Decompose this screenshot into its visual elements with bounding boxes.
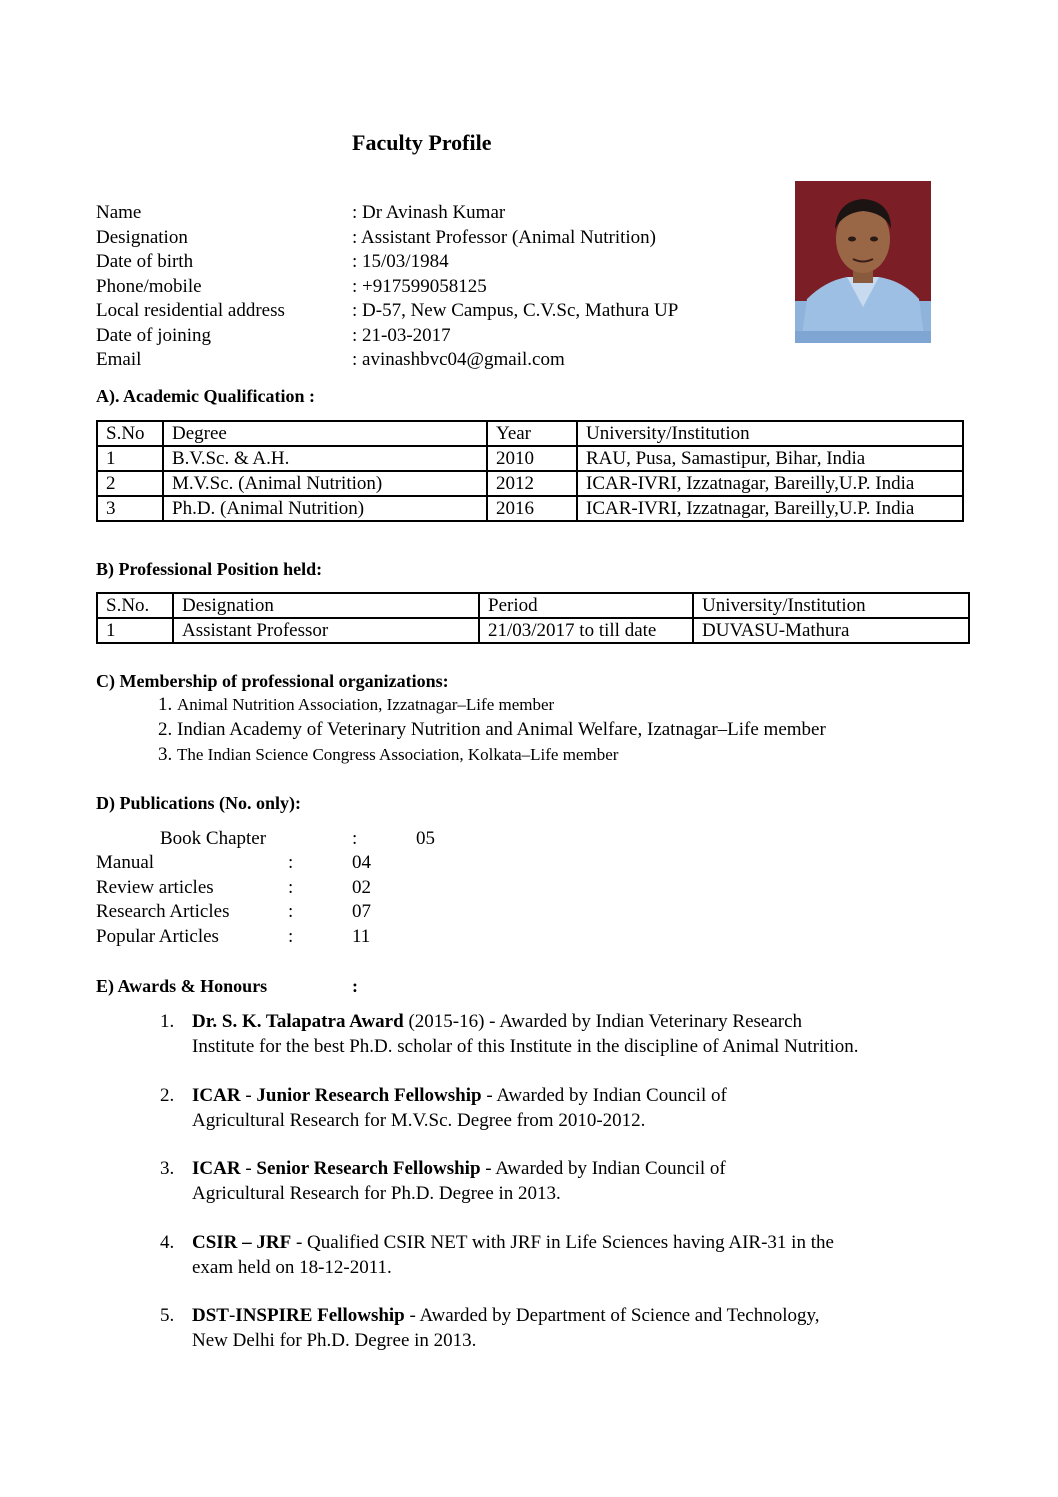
award-title-sep: - bbox=[240, 1085, 257, 1106]
award-title: Junior Research Fellowship bbox=[256, 1085, 482, 1106]
award-title-sep: - bbox=[228, 1305, 236, 1326]
positions-heading: B) Professional Position held: bbox=[96, 559, 323, 579]
pub-value: 11 bbox=[352, 926, 371, 947]
list-item bbox=[158, 744, 618, 766]
pub-label: Review articles bbox=[96, 877, 214, 898]
pub-value: 04 bbox=[352, 852, 371, 873]
award-item bbox=[160, 1009, 940, 1059]
table-cell: DUVASU-Mathura bbox=[693, 618, 969, 643]
pub-sep: : bbox=[288, 901, 294, 922]
table-cell: 3 bbox=[97, 496, 163, 521]
table-cell: M.V.Sc. (Animal Nutrition) bbox=[163, 471, 487, 496]
list-number: 4. bbox=[160, 1232, 175, 1253]
person-portrait-icon bbox=[795, 181, 931, 343]
table-cell: Assistant Professor bbox=[173, 618, 479, 643]
info-label-address: Local residential address bbox=[96, 300, 285, 321]
awards-heading-sep: : bbox=[352, 976, 358, 996]
pub-sep: : bbox=[352, 828, 358, 849]
academic-heading: A). Academic Qualification : bbox=[96, 386, 315, 406]
award-title: Senior Research Fellowship bbox=[256, 1158, 481, 1179]
award-text: - Awarded by Indian Council of bbox=[480, 1158, 726, 1179]
list-item bbox=[158, 719, 826, 741]
publications-heading: D) Publications (No. only): bbox=[96, 793, 302, 813]
award-title: ICAR bbox=[192, 1085, 241, 1106]
table-cell: RAU, Pusa, Samastipur, Bihar, India bbox=[577, 446, 963, 471]
award-title: INSPIRE Fellowship bbox=[235, 1305, 405, 1326]
table-header-cell: Year bbox=[487, 421, 577, 446]
awards-heading: E) Awards & Honours bbox=[96, 976, 268, 996]
award-text: Agricultural Research for Ph.D. Degree in 2013. bbox=[192, 1183, 561, 1204]
info-label-joining: Date of joining bbox=[96, 325, 212, 346]
table-header-cell: Degree bbox=[163, 421, 487, 446]
info-label-email: Email bbox=[96, 349, 142, 370]
pub-label-book-chapter: Book Chapter bbox=[160, 828, 267, 849]
list-text: The Indian Science Congress Association, Kolkata–Life member bbox=[177, 745, 619, 764]
table-header-cell: University/Institution bbox=[577, 421, 963, 446]
info-value-dob: : 15/03/1984 bbox=[352, 251, 449, 272]
info-value-designation: : Assistant Professor (Animal Nutrition) bbox=[352, 227, 656, 248]
list-number: 1. bbox=[160, 1011, 175, 1032]
pub-label: Popular Articles bbox=[96, 926, 219, 947]
membership-heading: C) Membership of professional organizations: bbox=[96, 671, 449, 691]
table-header-cell: Period bbox=[479, 593, 693, 618]
list-number: 2. bbox=[160, 1085, 175, 1106]
table-row bbox=[97, 471, 963, 496]
award-text: - Awarded by Department of Science and Technology, bbox=[404, 1305, 820, 1326]
pub-value-book-chapter: 05 bbox=[416, 828, 435, 849]
award-text: Institute for the best Ph.D. scholar of this Institute in the discipline of Animal Nutrition. bbox=[192, 1036, 859, 1057]
table-cell: 21/03/2017 to till date bbox=[479, 618, 693, 643]
pub-value: 02 bbox=[352, 877, 371, 898]
list-item bbox=[158, 694, 554, 716]
award-title: CSIR – JRF bbox=[192, 1232, 292, 1253]
table-cell: ICAR-IVRI, Izzatnagar, Bareilly,U.P. India bbox=[577, 496, 963, 521]
list-text: Animal Nutrition Association, Izzatnagar–Life member bbox=[177, 695, 555, 714]
list-number: 5. bbox=[160, 1305, 175, 1326]
award-text: Agricultural Research for M.V.Sc. Degree from 2010-2012. bbox=[192, 1110, 646, 1131]
table-header-cell: Designation bbox=[173, 593, 479, 618]
award-title: DST bbox=[192, 1305, 229, 1326]
info-value-email: : avinashbvc04@gmail.com bbox=[352, 349, 565, 370]
table-cell: Ph.D. (Animal Nutrition) bbox=[163, 496, 487, 521]
award-text: (2015-16) - Awarded by Indian Veterinary Research bbox=[403, 1011, 803, 1032]
info-label-name: Name bbox=[96, 202, 142, 223]
info-value-address: : D-57, New Campus, C.V.Sc, Mathura UP bbox=[352, 300, 679, 321]
table-cell: ICAR-IVRI, Izzatnagar, Bareilly,U.P. India bbox=[577, 471, 963, 496]
award-text: - Qualified CSIR NET with JRF in Life Sciences having AIR-31 in the bbox=[291, 1232, 834, 1253]
list-text: Indian Academy of Veterinary Nutrition and Animal Welfare, Izatnagar–Life member bbox=[177, 719, 826, 740]
table-header-cell: S.No bbox=[97, 421, 163, 446]
profile-photo bbox=[795, 181, 931, 343]
academic-table bbox=[96, 420, 964, 522]
award-text: - Awarded by Indian Council of bbox=[481, 1085, 727, 1106]
table-cell: 1 bbox=[97, 618, 173, 643]
table-cell: 2016 bbox=[487, 496, 577, 521]
table-cell: B.V.Sc. & A.H. bbox=[163, 446, 487, 471]
table-header-row bbox=[97, 593, 969, 618]
pub-sep: : bbox=[288, 877, 294, 898]
table-header-row bbox=[97, 421, 963, 446]
award-text: New Delhi for Ph.D. Degree in 2013. bbox=[192, 1330, 477, 1351]
table-row bbox=[97, 446, 963, 471]
pub-sep: : bbox=[288, 926, 294, 947]
list-number: 3. bbox=[160, 1158, 175, 1179]
table-header-cell: S.No. bbox=[97, 593, 173, 618]
list-number: 3. bbox=[158, 744, 173, 765]
award-title-sep: - bbox=[240, 1158, 257, 1179]
info-value-phone: : +917599058125 bbox=[352, 276, 487, 297]
pub-sep: : bbox=[288, 852, 294, 873]
table-cell: 2012 bbox=[487, 471, 577, 496]
list-number: 1. bbox=[158, 694, 173, 715]
list-number: 2. bbox=[158, 719, 173, 740]
positions-table bbox=[96, 592, 970, 644]
award-item bbox=[160, 1303, 940, 1353]
table-row bbox=[97, 496, 963, 521]
info-label-phone: Phone/mobile bbox=[96, 276, 202, 297]
info-value-name: : Dr Avinash Kumar bbox=[352, 202, 506, 223]
table-row bbox=[97, 618, 969, 643]
award-title: Dr. S. K. Talapatra Award bbox=[192, 1011, 404, 1032]
award-item bbox=[160, 1156, 940, 1206]
info-label-designation: Designation bbox=[96, 227, 188, 248]
pub-label: Research Articles bbox=[96, 901, 230, 922]
pub-label: Manual bbox=[96, 852, 155, 873]
award-item bbox=[160, 1083, 940, 1133]
page-title: Faculty Profile bbox=[352, 130, 492, 155]
award-text: exam held on 18-12-2011. bbox=[192, 1257, 392, 1278]
info-value-joining: : 21-03-2017 bbox=[352, 325, 451, 346]
pub-value: 07 bbox=[352, 901, 371, 922]
award-title: ICAR bbox=[192, 1158, 241, 1179]
table-cell: 2010 bbox=[487, 446, 577, 471]
award-item bbox=[160, 1230, 940, 1280]
info-label-dob: Date of birth bbox=[96, 251, 194, 272]
table-header-cell: University/Institution bbox=[693, 593, 969, 618]
table-cell: 2 bbox=[97, 471, 163, 496]
table-cell: 1 bbox=[97, 446, 163, 471]
